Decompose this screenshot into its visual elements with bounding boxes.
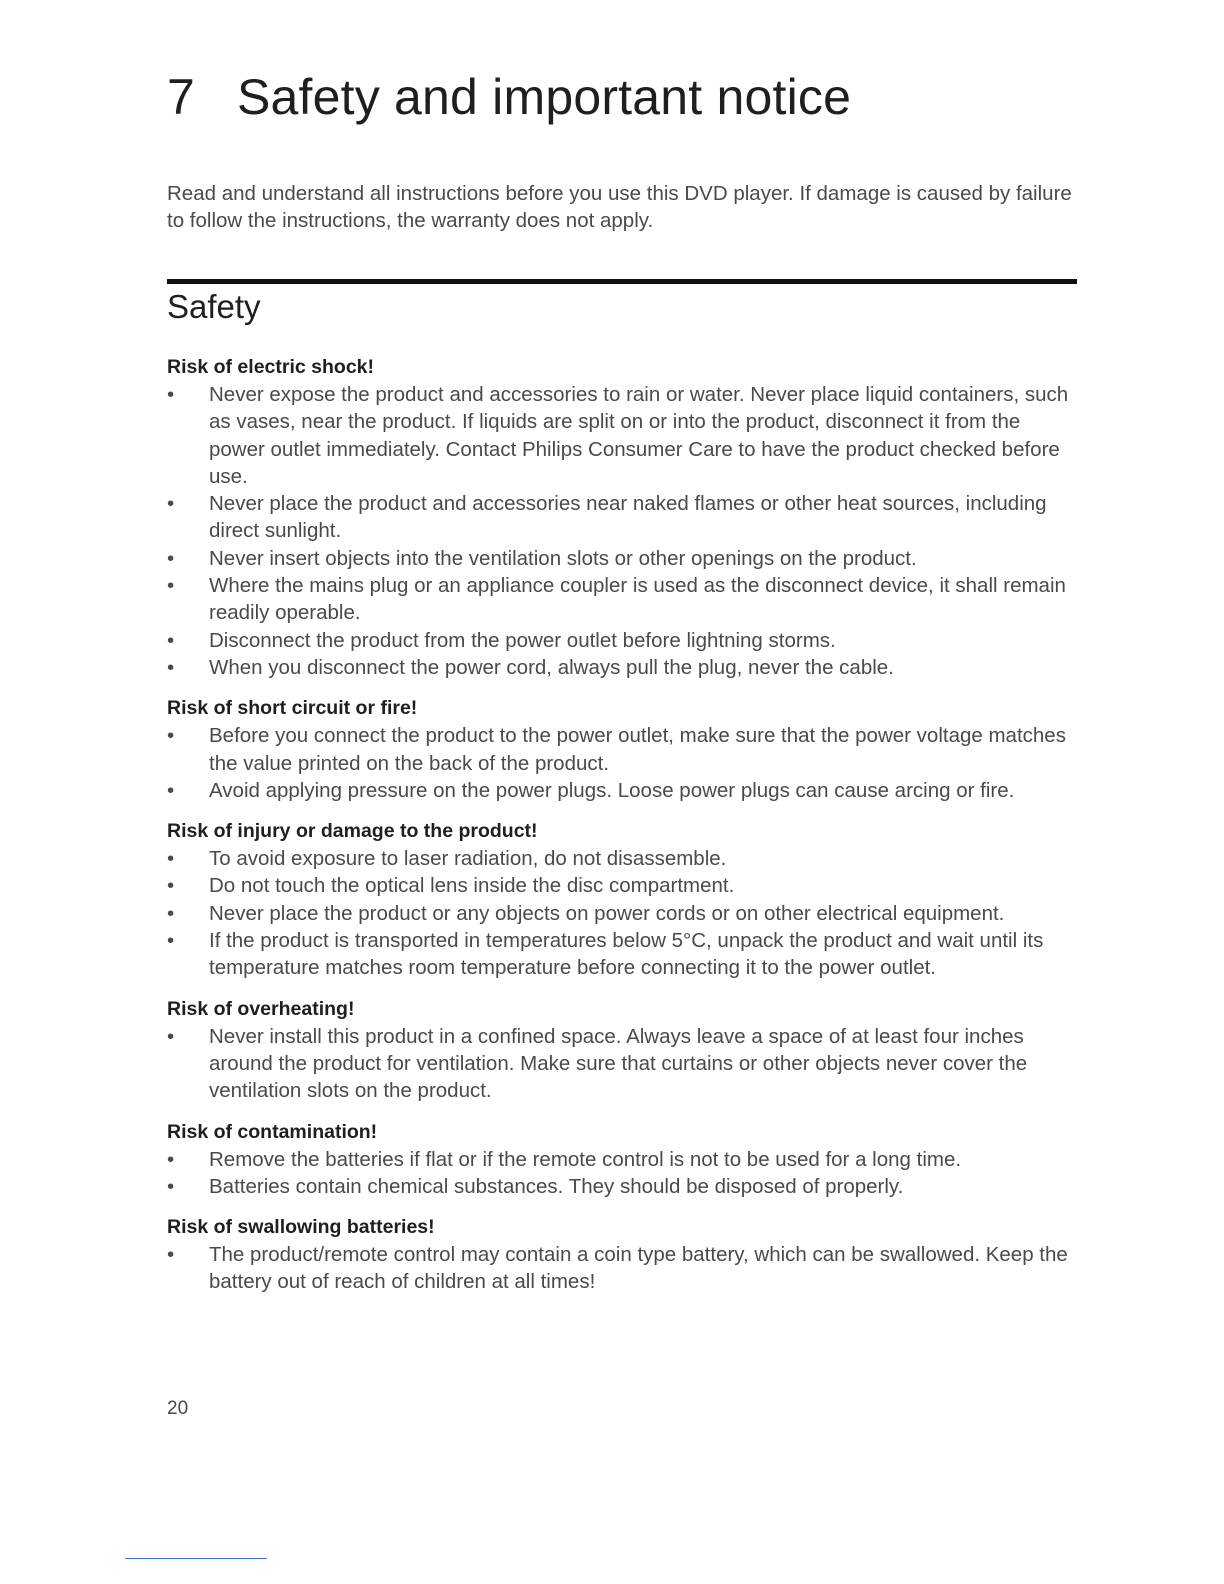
list-item — [167, 845, 1077, 872]
bullet-icon: • — [167, 1147, 175, 1171]
risk-group — [167, 818, 1077, 981]
list-item-text: Remove the batteries if flat or if the remote control is not to be used for a long time. — [209, 1147, 962, 1171]
list-item-text: Never insert objects into the ventilation slots or other openings on the product. — [209, 546, 917, 570]
risk-heading: Risk of overheating! — [167, 997, 355, 1020]
list-item — [167, 900, 1077, 927]
list-item-text: To avoid exposure to laser radiation, do not disassemble. — [209, 847, 727, 871]
bullet-list — [167, 1241, 1077, 1296]
risk-group — [167, 1119, 1077, 1201]
list-item — [167, 627, 1077, 654]
intro-paragraph: Read and understand all instructions before you use this DVD player. If damage is caused by failure to follow the instructions, the warranty does not apply. — [167, 182, 1072, 232]
bullet-icon: • — [167, 655, 175, 679]
risk-heading: Risk of injury or damage to the product! — [167, 820, 538, 843]
bullet-list — [167, 722, 1077, 804]
list-item — [167, 872, 1077, 899]
section-title: Safety — [167, 288, 261, 325]
list-item — [167, 654, 1077, 681]
list-item — [167, 1173, 1077, 1200]
bullet-icon: • — [167, 901, 175, 925]
risk-group — [167, 695, 1077, 804]
list-item — [167, 572, 1077, 627]
list-item-text: Never place the product or any objects on power cords or on other electrical equipment. — [209, 901, 1005, 925]
bullet-list — [167, 1023, 1077, 1105]
bullet-icon: • — [167, 929, 175, 953]
list-item — [167, 545, 1077, 572]
bullet-icon: • — [167, 847, 175, 871]
bullet-icon: • — [167, 874, 175, 898]
list-item-text: Never install this product in a confined space. Always leave a space of at least four inches around the product for ventilation. Make sure that curtains or other objects never cover the ventilation slots on the product. — [209, 1024, 1028, 1103]
risk-group — [167, 996, 1077, 1105]
bullet-icon: • — [167, 546, 175, 570]
bullet-icon: • — [167, 1174, 175, 1198]
list-item-text: Never expose the product and accessories to rain or water. Never place liquid containers, such as vases, near the product. If liquids are split on or into the product, disconnect it from the power outlet immediately. Contact Philips Consumer Care to have the product checked before use. — [209, 383, 1069, 488]
list-item-text: When you disconnect the power cord, always pull the plug, never the cable. — [209, 655, 894, 679]
bullet-icon: • — [167, 1024, 175, 1048]
bullet-list — [167, 1146, 1077, 1201]
risk-heading: Risk of swallowing batteries! — [167, 1216, 435, 1239]
section-divider — [167, 279, 1077, 284]
bullet-icon: • — [167, 778, 175, 802]
list-item — [167, 1023, 1077, 1105]
list-item — [167, 490, 1077, 545]
bullet-icon: • — [167, 628, 175, 652]
bullet-icon: • — [167, 724, 175, 748]
safety-content — [167, 354, 1077, 1310]
list-item-text: The product/remote control may contain a coin type battery, which can be swallowed. Keep the battery out of reach of children at all times! — [209, 1243, 1068, 1294]
chapter-title — [167, 68, 851, 126]
footer-link-underline — [125, 1558, 267, 1559]
list-item-text: If the product is transported in temperatures below 5°C, unpack the product and wait until its temperature matches room temperature before connecting it to the power outlet. — [209, 929, 1044, 980]
risk-group — [167, 1214, 1077, 1296]
list-item — [167, 927, 1077, 982]
bullet-icon: • — [167, 383, 175, 406]
list-item-text: Where the mains plug or an appliance coupler is used as the disconnect device, it shall remain readily operable. — [209, 574, 1066, 625]
risk-heading: Risk of electric shock! — [167, 356, 374, 378]
bullet-list — [167, 845, 1077, 981]
list-item — [167, 1146, 1077, 1173]
page-number: 20 — [167, 1398, 189, 1419]
list-item — [167, 1241, 1077, 1296]
list-item-text: Do not touch the optical lens inside the disc compartment. — [209, 874, 735, 898]
risk-heading: Risk of short circuit or fire! — [167, 697, 418, 720]
bullet-list — [167, 381, 1077, 681]
list-item-text: Before you connect the product to the power outlet, make sure that the power voltage matches the value printed on the back of the product. — [209, 724, 1066, 775]
list-item-text: Batteries contain chemical substances. They should be disposed of properly. — [209, 1174, 904, 1198]
bullet-icon: • — [167, 1243, 175, 1267]
list-item — [167, 381, 1077, 490]
list-item — [167, 777, 1077, 804]
list-item-text: Never place the product and accessories near naked flames or other heat sources, including direct sunlight. — [209, 492, 1047, 543]
list-item-text: Avoid applying pressure on the power plugs. Loose power plugs can cause arcing or fire. — [209, 778, 1015, 802]
list-item — [167, 722, 1077, 777]
risk-heading: Risk of contamination! — [167, 1120, 378, 1143]
bullet-icon: • — [167, 492, 175, 516]
list-item-text: Disconnect the product from the power outlet before lightning storms. — [209, 628, 836, 652]
bullet-icon: • — [167, 574, 175, 598]
chapter-title-text: Safety and important notice — [237, 69, 852, 125]
chapter-number: 7 — [167, 69, 196, 125]
risk-group — [167, 354, 1077, 681]
